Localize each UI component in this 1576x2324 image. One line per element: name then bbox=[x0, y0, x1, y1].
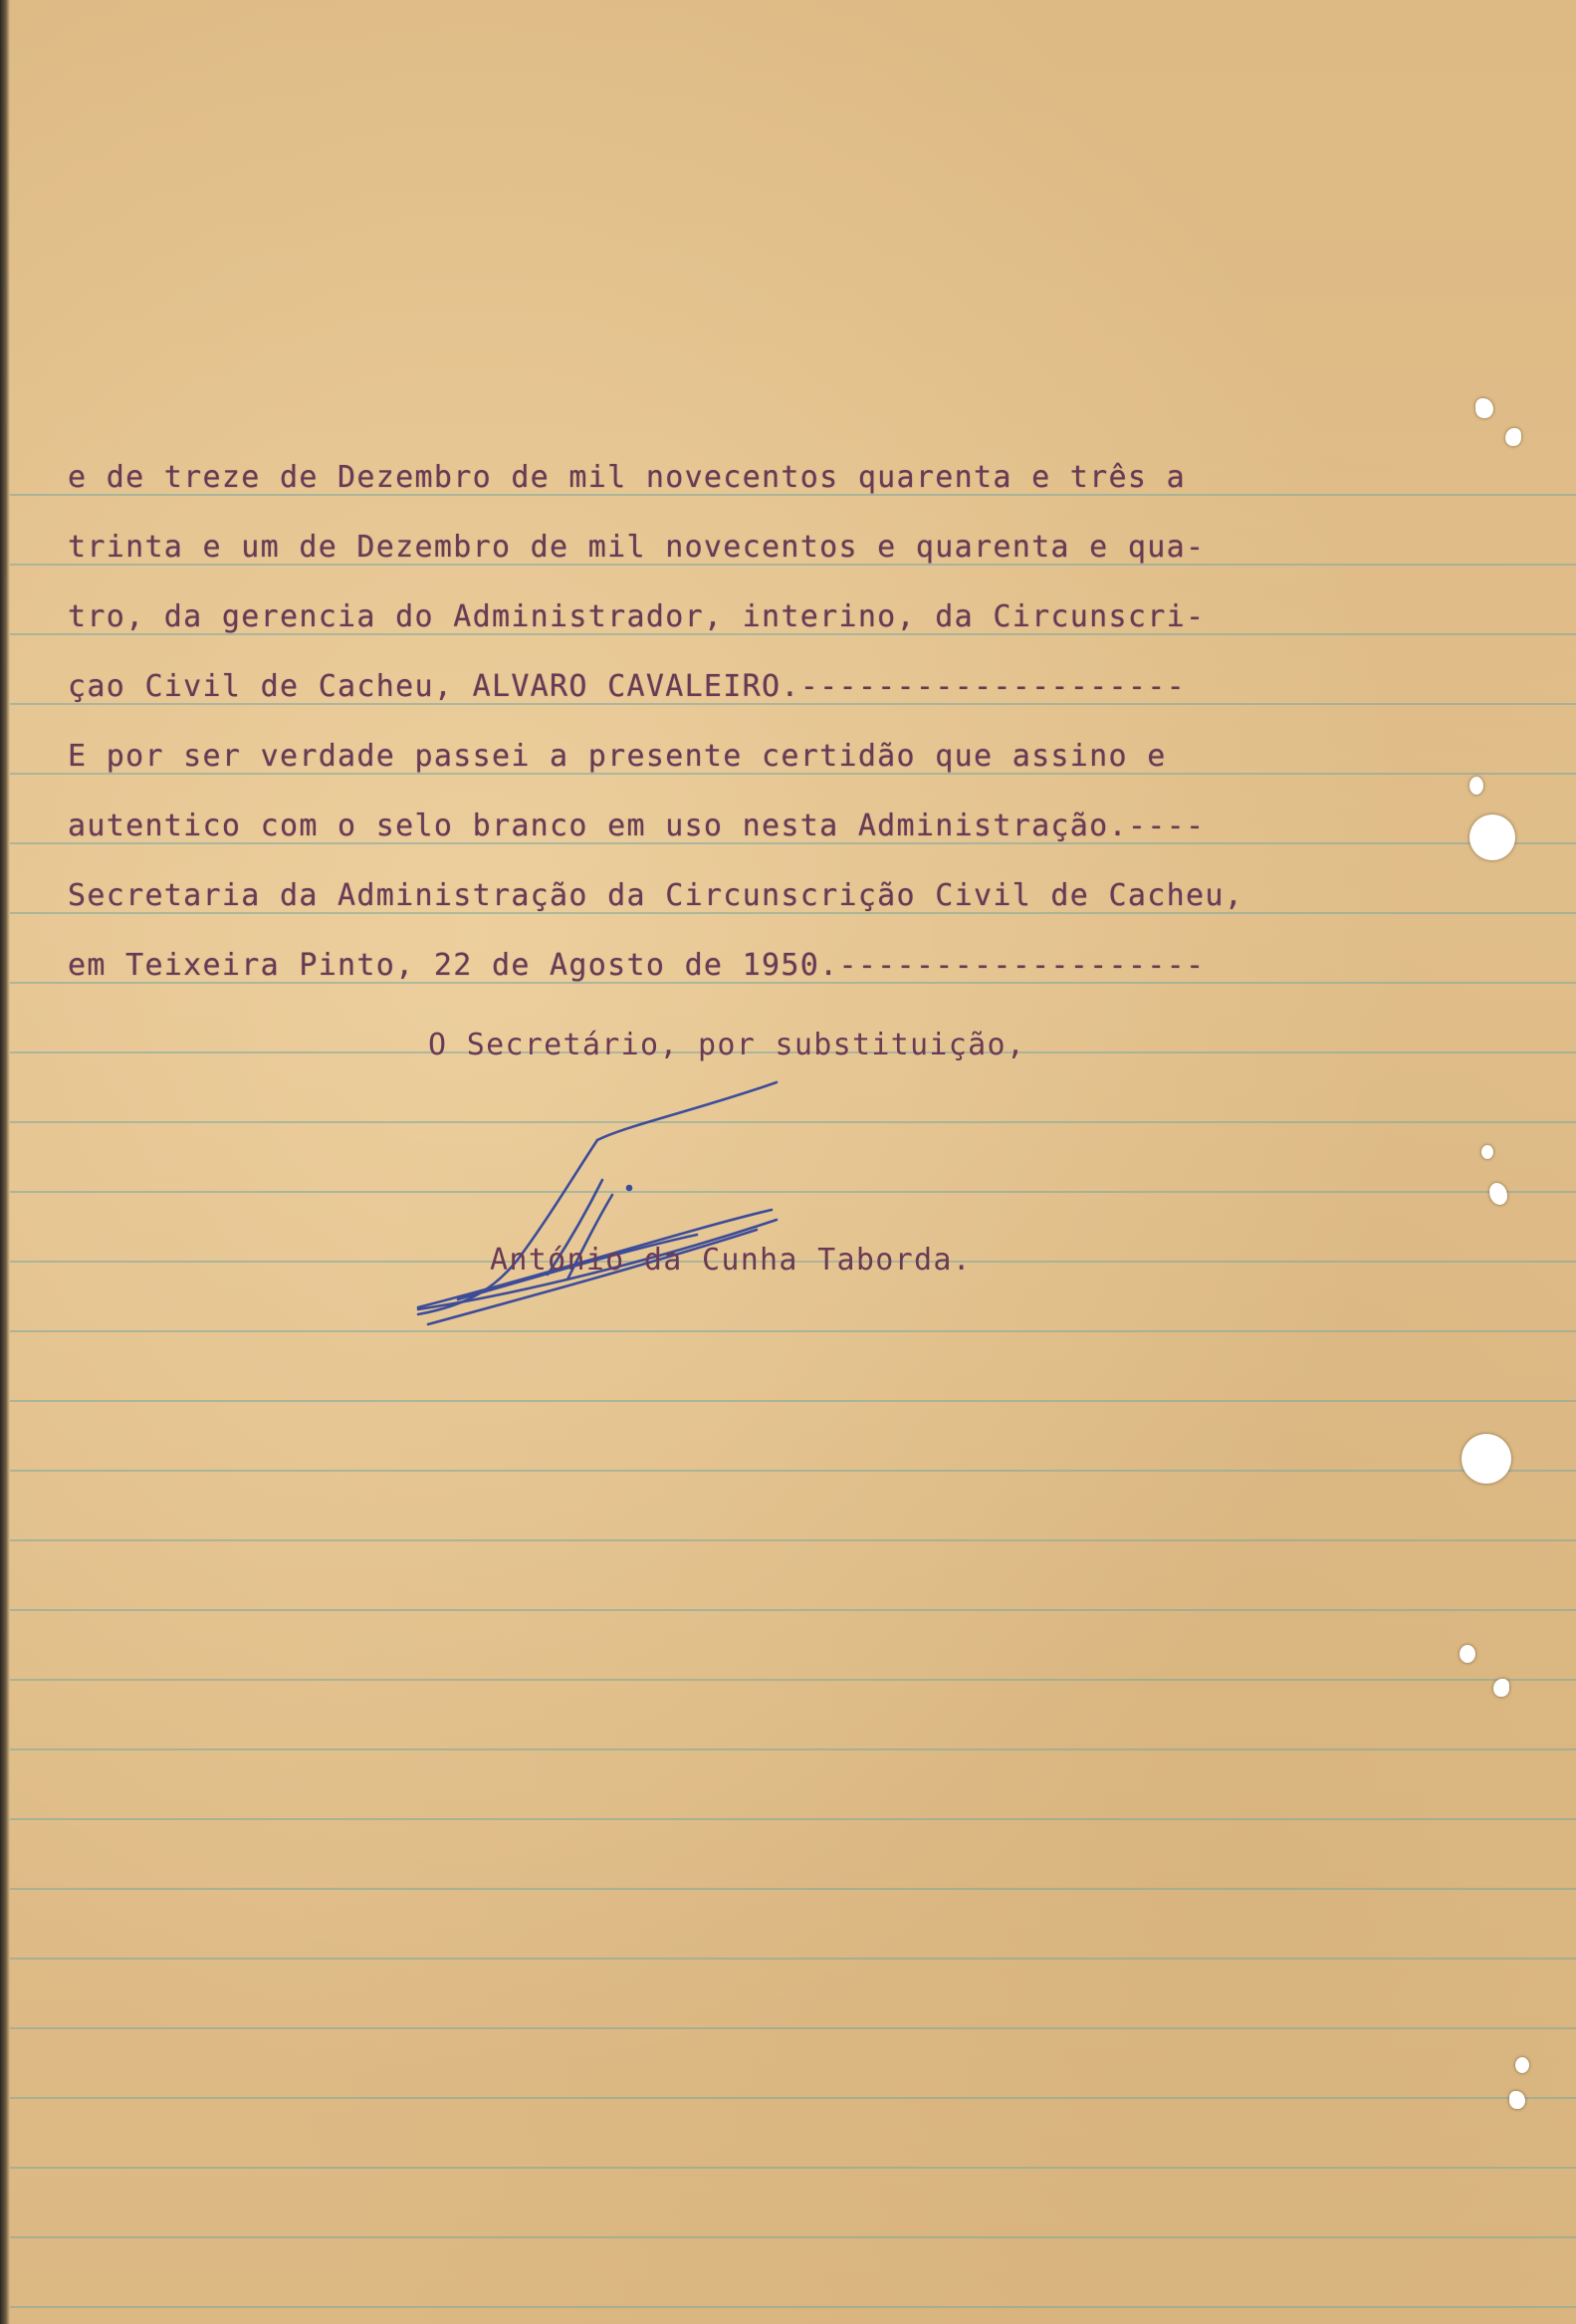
signer-name: António da Cunha Taborda. bbox=[490, 1243, 973, 1278]
body-line-8: em Teixeira Pinto, 22 de Agosto de 1950.------------------- bbox=[68, 948, 1206, 983]
body-line-7: Secretaria da Administração da Circunscrição Civil de Cacheu, bbox=[68, 878, 1244, 913]
closing-salutation: O Secretário, por substituição, bbox=[428, 1028, 1026, 1062]
body-line-2: trinta e um de Dezembro de mil novecentos e quarenta e qua- bbox=[68, 530, 1206, 565]
paper-tear bbox=[1475, 398, 1493, 418]
punch-hole bbox=[1469, 814, 1515, 860]
body-line-6: autentico com o selo branco em uso nesta Administração.---- bbox=[68, 809, 1206, 843]
body-line-4: çao Civil de Cacheu, ALVARO CAVALEIRO.-------------------- bbox=[68, 669, 1186, 704]
paper-tear bbox=[1481, 1145, 1493, 1159]
paper-tear bbox=[1509, 2091, 1525, 2109]
body-line-3: tro, da gerencia do Administrador, interino, da Circunscri- bbox=[68, 599, 1206, 634]
paper-tear bbox=[1469, 777, 1483, 795]
body-line-5: E por ser verdade passei a presente certidão que assino e bbox=[68, 739, 1167, 774]
paper-tear bbox=[1515, 2057, 1529, 2073]
page-edge-shadow bbox=[0, 0, 10, 2324]
punch-hole bbox=[1462, 1434, 1511, 1484]
body-line-1: e de treze de Dezembro de mil novecentos quarenta e três a bbox=[68, 460, 1186, 495]
paper-tear bbox=[1493, 1679, 1509, 1697]
paper-tear bbox=[1460, 1645, 1475, 1663]
handwritten-signature bbox=[398, 1070, 816, 1329]
paper-tear bbox=[1505, 428, 1521, 446]
